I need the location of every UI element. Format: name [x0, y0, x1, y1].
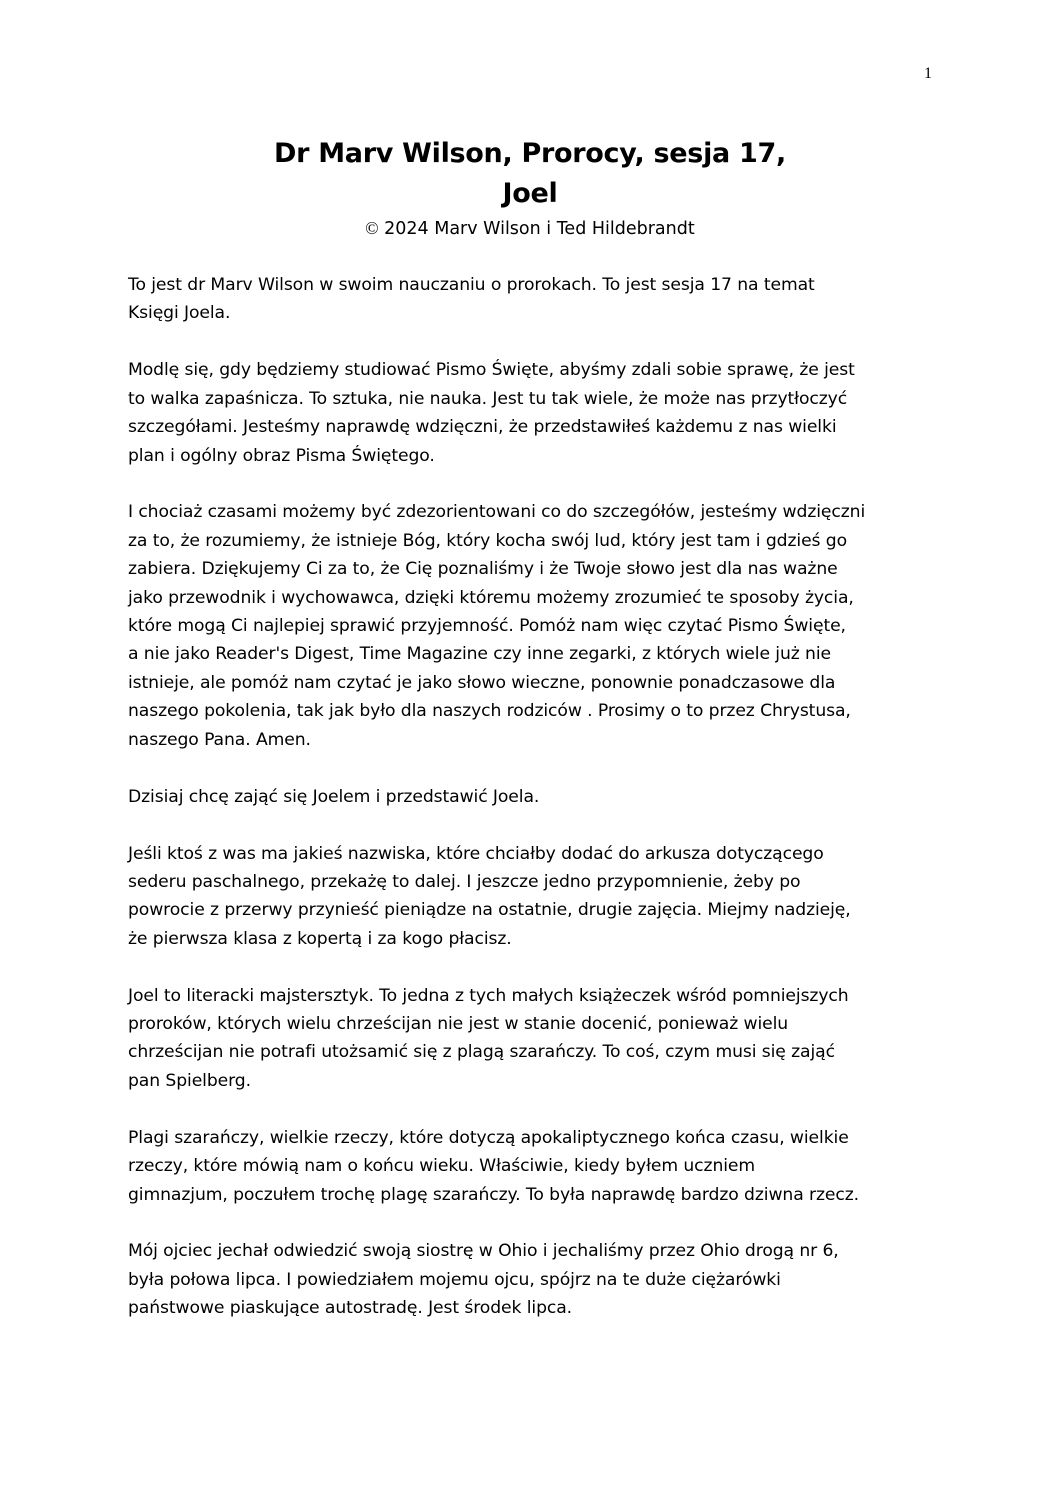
copyright-text: 2024 Marv Wilson i Ted Hildebrandt	[378, 219, 695, 239]
text-line: Mój ojciec jechał odwiedzić swoją siostrę w Ohio i jechaliśmy przez Ohio drogą nr 6,	[128, 1241, 839, 1262]
text-line: Plagi szarańczy, wielkie rzeczy, które dotyczą apokaliptycznego końca czasu, wielkie	[128, 1127, 849, 1148]
text-line: chrześcijan nie potrafi utożsamić się z plagą szarańczy. To coś, czym musi się zająć	[128, 1042, 835, 1063]
text-line: istnieje, ale pomóż nam czytać je jako słowo wieczne, ponownie ponadczasowe dla	[128, 672, 836, 693]
document-title-line-1: Dr Marv Wilson, Prorocy, sesja 17,	[274, 138, 786, 169]
text-line: to walka zapaśnicza. To sztuka, nie nauka. Jest tu tak wiele, że może nas przytłoczyć	[128, 388, 848, 409]
text-line: naszego pokolenia, tak jak było dla naszych rodziców . Prosimy o to przez Chrystusa,	[128, 701, 851, 722]
text-line: proroków, których wielu chrześcijan nie jest w stanie docenić, ponieważ wielu	[128, 1014, 789, 1035]
text-line: szczegółami. Jesteśmy naprawdę wdzięczni, że przedstawiłeś każdemu z nas wielki	[128, 417, 837, 438]
text-line: Dzisiaj chcę zająć się Joelem i przedstawić Joela.	[128, 786, 540, 807]
text-line: jako przewodnik i wychowawca, dzięki któremu możemy zrozumieć te sposoby życia,	[128, 587, 854, 608]
paragraph-announcements	[128, 840, 938, 954]
text-line: naszego Pana. Amen.	[128, 729, 311, 750]
text-line: powrocie z przerwy przynieść pieniądze na ostatnie, drugie zajęcia. Miejmy nadzieję,	[128, 900, 851, 921]
paragraph-joel-masterpiece	[128, 982, 938, 1096]
text-line: zabiera. Dziękujemy Ci za to, że Cię poznaliśmy i że Twoje słowo jest dla nas ważne	[128, 559, 838, 580]
transcript-body	[128, 271, 938, 1351]
text-line: za to, że rozumiemy, że istnieje Bóg, który kocha swój lud, który jest tam i gdzieś go	[128, 530, 847, 551]
text-line: To jest dr Marv Wilson w swoim nauczaniu o prorokach. To jest sesja 17 na temat	[128, 275, 815, 295]
text-line: Modlę się, gdy będziemy studiować Pismo Święte, abyśmy zdali sobie sprawę, że jest	[128, 360, 855, 381]
text-line: państwowe piaskujące autostradę. Jest środek lipca.	[128, 1298, 573, 1319]
text-line: Joel to literacki majstersztyk. To jedna z tych małych książeczek wśród pomniejszych	[128, 985, 849, 1006]
paragraph-prayer-continued	[128, 498, 938, 754]
text-line: Księgi Joela.	[128, 303, 231, 324]
text-line: była połowa lipca. I powiedziałem mojemu ojcu, spójrz na te duże ciężarówki	[128, 1269, 781, 1290]
text-line: które mogą Ci najlepiej sprawić przyjemność. Pomóż nam więc czytać Pismo Święte,	[128, 616, 846, 637]
text-line: a nie jako Reader's Digest, Time Magazine czy inne zegarki, z których wiele już nie	[128, 644, 831, 665]
paragraph-prayer-opening	[128, 356, 938, 470]
page-number: 1	[924, 65, 932, 82]
paragraph-intro	[128, 271, 938, 328]
title-block	[128, 134, 932, 243]
text-line: pan Spielberg.	[128, 1070, 251, 1091]
copyright-symbol: ©	[365, 218, 379, 238]
text-line: Jeśli ktoś z was ma jakieś nazwiska, które chciałby dodać do arkusza dotyczącego	[128, 843, 824, 864]
text-line: I chociaż czasami możemy być zdezorientowani co do szczegółów, jesteśmy wdzięczni	[128, 502, 866, 523]
paragraph-todays-topic	[128, 783, 938, 811]
text-line: gimnazjum, poczułem trochę plagę szarańczy. To była naprawdę bardzo dziwna rzecz.	[128, 1184, 860, 1205]
copyright-notice	[128, 214, 932, 243]
text-line: plan i ogólny obraz Pisma Świętego.	[128, 445, 435, 466]
text-line: że pierwsza klasa z kopertą i za kogo płacisz.	[128, 928, 512, 949]
paragraph-locust-plagues	[128, 1124, 938, 1209]
text-line: sederu paschalnego, przekażę to dalej. I jeszcze jedno przypomnienie, żeby po	[128, 871, 801, 892]
document-title-line-2: Joel	[502, 178, 558, 209]
text-line: rzeczy, które mówią nam o końcu wieku. Właściwie, kiedy byłem uczniem	[128, 1156, 756, 1177]
paragraph-ohio-story	[128, 1237, 938, 1322]
